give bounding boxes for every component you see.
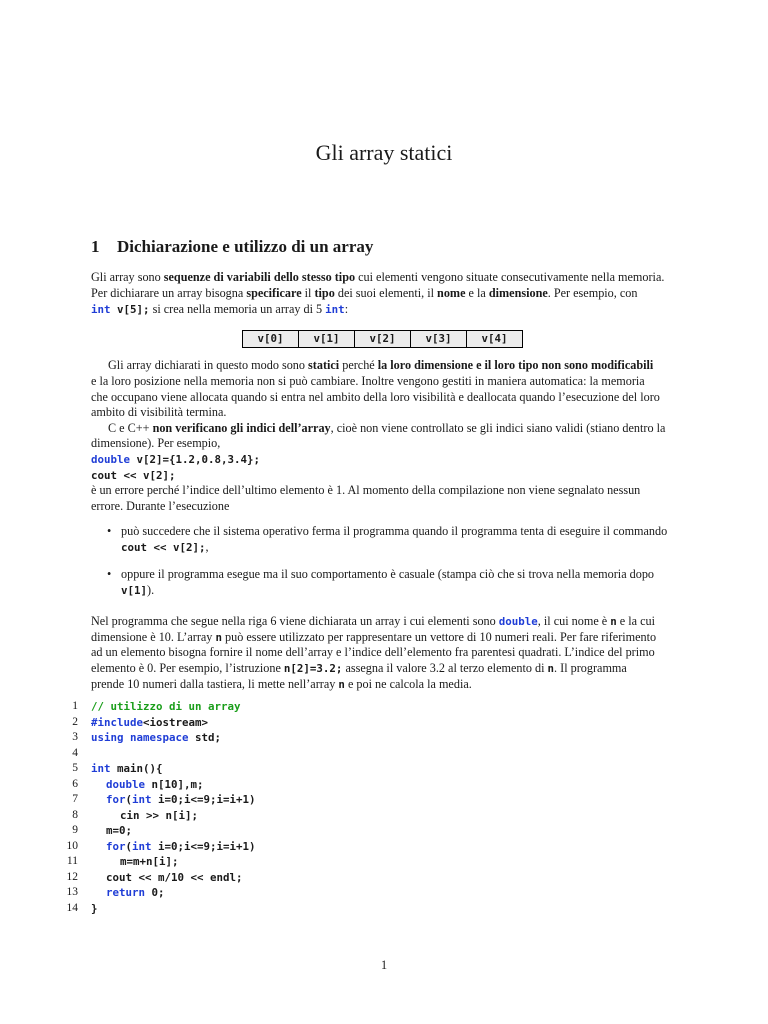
text: il [301,286,315,300]
inline-code: n [215,631,222,644]
line-number: 13 [66,886,78,898]
code-text: cout << m/10 << endl; [106,871,243,884]
text-line [91,270,679,286]
text-line: è un errore perché l’indice dell’ultimo elemento è 1. Al momento della compilazione non viene segnalato nessun [91,483,641,497]
array-cell: v[0] [243,331,299,348]
text: elemento è 0. Per esempio, l’istruzione [91,661,284,675]
code-text: ( [125,840,133,853]
page-number: 1 [380,958,388,972]
code-line [106,823,132,839]
code-keyword: int [132,840,152,853]
code-comment: // utilizzo di un array [91,700,241,713]
text: Gli array dichiarati in questo modo sono [108,358,309,372]
line-number: 7 [72,793,78,805]
text: dei suoi elementi, il [334,286,438,300]
code-line [120,854,179,870]
inline-code: cout << v[2]; [121,541,206,554]
text: può essere utilizzato per rappresentare un vettore di 10 numeri reali. Per fare riferimento [221,630,657,644]
code-text: } [91,902,98,915]
text-line [91,286,679,302]
text: , il cui nome è [537,614,611,628]
code-text: i=0;i<=9;i=i+1) [151,793,256,806]
array-cell: v[1] [299,331,355,348]
code-text: i=0;i<=9;i=i+1) [151,840,256,853]
text-line [91,630,679,646]
inline-code: n [338,678,345,691]
line-number: 8 [72,809,78,821]
section-number: 1 [91,237,100,256]
inline-code-line [91,452,679,468]
text: Gli array sono [91,270,164,284]
section-heading [91,236,373,258]
text-line: che occupano viene allocata quando si entra nel ambito della loro visibilità e deallocata quando l’esecuzione del loro [91,390,660,404]
code-text: m=m+n[i]; [120,855,179,868]
array-cell: v[2] [355,331,411,348]
section-title: Dichiarazione e utilizzo di un array [117,237,374,256]
text-line [91,661,679,677]
bold-text: la loro dimensione e il loro tipo non sono modificabili [377,358,654,372]
text-line: e la loro posizione nella memoria non si può cambiare. Inoltre vengono gestiti in maniera automatica: la memoria [91,374,645,388]
line-number: 1 [72,700,78,712]
code-keyword: using namespace [91,731,189,744]
code-line [106,839,256,855]
text: C e C++ [108,421,153,435]
array-cell: v[3] [411,331,467,348]
bold-text: tipo [314,286,335,300]
text: , cioè non viene controllato se gli indici siano validi (stiano dentro la [330,421,666,435]
code-line [106,792,256,808]
text-line [108,358,679,374]
code-text: std; [188,731,222,744]
code-line [91,730,221,746]
inline-code: n [547,662,555,675]
text: e poi ne calcola la media. [344,677,472,691]
code-line [91,761,163,777]
code-keyword: int [91,303,111,316]
text: Nel programma che segue nella riga 6 viene dichiarata un array i cui elementi sono [91,614,499,628]
inline-code: n [610,615,617,628]
code-keyword: double [106,778,146,791]
array-row [243,331,523,348]
inline-code: n[2]=3.2; [283,662,343,675]
document-title: Gli array statici [315,140,453,165]
code-keyword: int [132,793,152,806]
code-text: <iostream> [143,716,209,729]
code-text: ( [125,793,133,806]
code-keyword: int [325,303,345,316]
code-text: n[10],m; [145,778,204,791]
text-line: ambito di visibilità termina. [91,405,227,419]
text: perché [339,358,378,372]
text: dimensione è 10. L’array [91,630,216,644]
text-line: errore. Durante l’esecuzione [91,499,230,513]
code-keyword: #include [91,716,144,729]
code-keyword: double [498,615,538,628]
bullet-icon: • [107,567,112,581]
line-number: 6 [72,778,78,790]
text: Per dichiarare un array bisogna [91,286,247,300]
text-line [108,421,679,437]
text: assegna il valore 3.2 al terzo elemento di [342,661,548,675]
text-line [91,614,679,630]
text: . Il programma [554,661,627,675]
bold-text: nome [437,286,466,300]
code-text: main(){ [110,762,163,775]
code-keyword: return [106,886,146,899]
code-line [106,885,165,901]
bold-text: non verificano gli indici dell’array [152,421,331,435]
text: si crea nella memoria un array di 5 [149,302,326,316]
code-line [106,777,204,793]
inline-code-line [91,468,679,484]
text-line: ad un elemento bisogna fornire il nome dell’array e l’indice dell’elemento fra parentesi quadrati. L’indice del primo [91,645,655,659]
line-number: 9 [72,824,78,836]
code-keyword: int [91,762,111,775]
text-line [91,302,679,318]
code-text: m=0; [106,824,133,837]
text: ). [147,583,155,597]
code-line [91,699,241,715]
bullet-icon: • [107,524,112,538]
text: prende 10 numeri dalla tastiera, li mette nell’array [91,677,339,691]
code-line [106,870,243,886]
code-keyword: for [106,793,126,806]
line-number: 3 [72,731,78,743]
text: . Per esempio, con [547,286,638,300]
line-number: 12 [66,871,78,883]
code-text: cin >> n[i]; [120,809,199,822]
text: e la cui [616,614,655,628]
text-line [121,583,679,599]
bullet-item: può succedere che il sistema operativo ferma il programma quando il programma tenta di eseguire il commando [121,524,668,538]
text-line [91,677,679,693]
code-keyword: double [91,453,131,466]
text: e la [465,286,489,300]
array-cell: v[4] [467,331,523,348]
line-number: 10 [66,840,78,852]
inline-code: v[1] [121,584,148,597]
line-number: 5 [72,762,78,774]
text: cui elementi vengono situate consecutivamente nella memoria. [355,270,665,284]
code-text: 0; [145,886,165,899]
bullet-item: oppure il programma esegue ma il suo comportamento è casuale (stampa ciò che si trova nella memoria dopo [121,567,655,581]
inline-code: cout << v[2]; [91,469,176,482]
line-number: 11 [66,855,78,867]
inline-code: v[5]; [110,303,150,316]
code-line [91,715,208,731]
bold-text: sequenze di variabili dello stesso tipo [163,270,356,284]
code-line [120,808,198,824]
line-number: 14 [66,902,78,914]
bold-text: dimensione [488,286,548,300]
text: : [344,302,349,316]
line-number: 2 [72,716,78,728]
text-line: dimensione). Per esempio, [91,436,221,450]
bold-text: statici [308,358,340,372]
inline-code: v[2]={1.2,0.8,3.4}; [130,453,261,466]
code-line [91,901,98,917]
array-diagram [242,330,523,348]
line-number: 4 [72,747,78,759]
text: , [205,540,209,554]
text-line [121,540,679,556]
code-keyword: for [106,840,126,853]
bold-text: specificare [246,286,302,300]
